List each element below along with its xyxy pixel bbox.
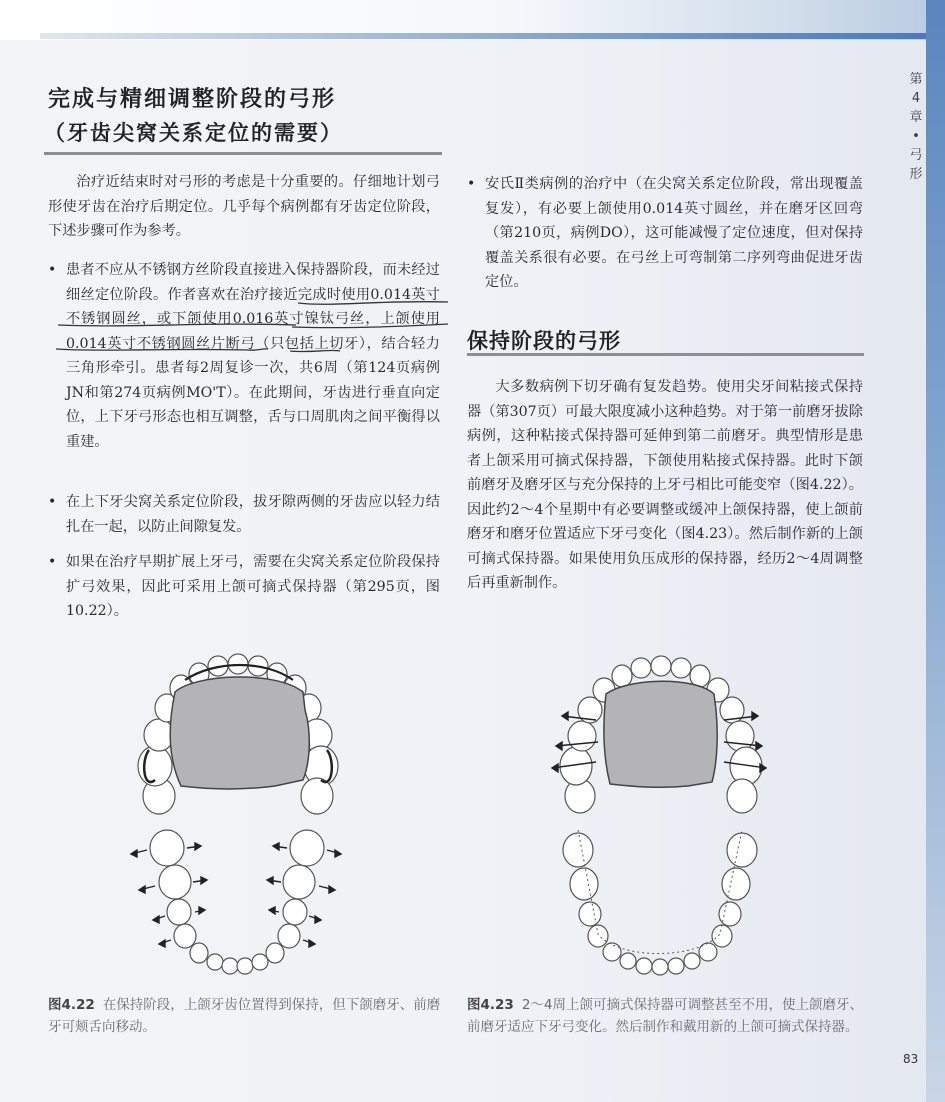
intro-paragraph: 治疗近结束时对弓形的考虑是十分重要的。仔细地计划弓形使牙齿在治疗后期定位。几乎每个病例都有牙齿定位阶段，下述步骤可作为参考。 <box>48 174 440 239</box>
retainer-plate <box>604 681 717 787</box>
bullet-item: • 患者不应从不锈钢方丝阶段直接进入保持器阶段，而未经过细丝定位阶段。作者喜欢在治疗接近完成时使用0.014英寸不锈钢圆丝，或下颌使用0.016英寸镍钛弓丝，上颌使用0.014英寸不锈钢圆丝片断弓（只包括上切牙），结合轻力三角形牵引。患者每2周复诊一次，共6周（第124页病例JN和第274页病例MO'T）。在此期间，牙齿进行垂直向定位，上下牙弓形态也相互调整，舌与口周肌肉之间平衡得以重建。 <box>48 258 440 454</box>
bullet-dot: • <box>48 262 57 278</box>
bullet-dot: • <box>48 494 57 510</box>
section-title-rule <box>44 152 442 155</box>
figure-4-22-dental-arches <box>125 650 345 985</box>
retention-paragraph: 大多数病例下切牙确有复发趋势。使用尖牙间粘接式保持器（第307页）可最大限度减小这种趋势。对于第一前磨牙拔除病例，这种粘接式保持器可延伸到第二前磨牙。典型情形是患者上颌采用可摘式保持器，下颌使用粘接式保持器。此时下颌前磨牙及磨牙区与充分保持的上牙弓相比可能变窄（图4.22）。因此约2～4个星期中有必要调整或缓冲上颌保持器，使上颌前磨牙和磨牙位置适应下牙弓变化（图4.23）。然后制作新的上颌可摘式保持器。如果使用负压成形的保持器，经历2～4周调整后再重新制作。 <box>467 379 863 591</box>
retainer-plate <box>170 677 309 789</box>
page-edge-strip <box>926 0 945 1102</box>
figure-4-23-dental-arches <box>548 650 768 985</box>
bullet-item: • 安氏Ⅱ类病例的治疗中（在尖窝关系定位阶段，常出现覆盖复发），有必要上颌使用0.014英寸圆丝，并在磨牙区回弯（第210页，病例DO），这可能减慢了定位速度，但对保持覆盖关系很有必要。在弓丝上可弯制第二序列弯曲促进牙齿定位。 <box>467 172 863 295</box>
figure-label: 图4.23 <box>467 997 514 1013</box>
figure-caption: 图4.22 在保持阶段，上颌牙齿位置得到保持，但下颌磨牙、前磨牙可颊舌向移动。 <box>48 997 441 1035</box>
chapter-tab: 第 4 章 • 弓 形 <box>909 72 923 182</box>
bullet-dot: • <box>467 176 476 192</box>
bullet-item: • 在上下牙尖窝关系定位阶段，拔牙隙两侧的牙齿应以轻力结扎在一起，以防止间隙复发。 <box>48 490 440 539</box>
bullet-dot: • <box>48 554 57 570</box>
section-title-rule <box>467 353 864 356</box>
page-number: 83 <box>903 1052 919 1066</box>
section-subtitle: （牙齿尖窝关系定位的需要） <box>44 121 343 145</box>
figure-caption: 图4.23 2～4周上颌可摘式保持器可调整甚至不用，使上颌磨牙、前磨牙适应下牙弓变化。然后制作和戴用新的上颌可摘式保持器。 <box>467 997 863 1035</box>
bullet-item: • 如果在治疗早期扩展上牙弓，需要在尖窝关系定位阶段保持扩弓效果，因此可采用上颌可摘式保持器（第295页，图10.22）。 <box>48 550 440 624</box>
section-title-retention: 保持阶段的弓形 <box>467 329 621 353</box>
figure-label: 图4.22 <box>48 997 95 1013</box>
header-rule <box>40 33 945 39</box>
section-title: 完成与精细调整阶段的弓形 <box>48 87 337 112</box>
